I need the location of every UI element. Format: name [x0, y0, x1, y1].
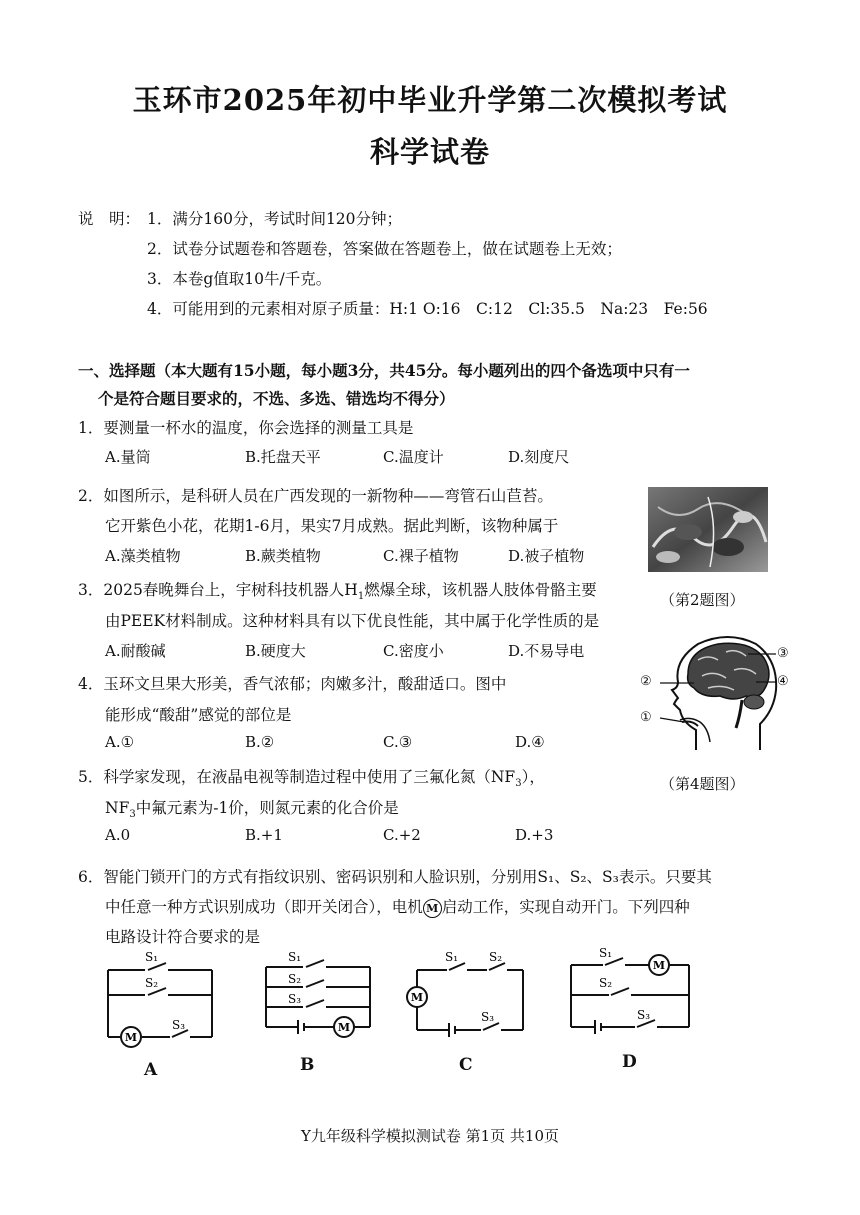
circuit-b-label: B: [300, 1055, 315, 1075]
q3-option-a: A.耐酸碱: [105, 642, 166, 660]
circuit-d-s3-label: S₃: [637, 1008, 651, 1022]
q2-option-c: C.裸子植物: [383, 547, 459, 565]
q1-option-d: D.刻度尺: [508, 448, 570, 466]
circuit-d-s2-label: S₂: [599, 976, 613, 990]
note-4: 4．可能用到的元素相对原子质量：H:1 O:16 C:12 Cl:35.5 Na:23 Fe:56: [147, 300, 708, 318]
q4-label-4: ④: [777, 674, 789, 689]
q4-label-2: ②: [640, 674, 652, 689]
circuit-d-s1-label: S₁: [599, 946, 613, 960]
circuit-a-s1-label: S₁: [145, 950, 159, 964]
circuit-c-label: C: [459, 1055, 473, 1075]
note-3: 3．本卷g值取10牛/千克。: [147, 270, 332, 288]
q1-option-c: C.温度计: [383, 448, 444, 466]
q2-stem-line-2: 它开紫色小花，花期1-6月，果实7月成熟。据此判断，该物种属于: [105, 517, 559, 535]
exam-subtitle: 科学试卷: [369, 135, 490, 169]
q2-option-d: D.被子植物: [508, 547, 585, 565]
q3-option-b: B.硬度大: [245, 642, 306, 660]
q3-option-c: C.密度小: [383, 642, 444, 660]
q5-stem-line-2: $NF_3$中氟元素为-1价，则氮元素的化合价是: [105, 799, 399, 821]
circuit-b-diagram: [258, 945, 378, 1045]
exam-title: 玉环市2025年初中毕业升学第二次模拟考试: [132, 83, 728, 117]
notes-label: 说 明：: [78, 210, 141, 228]
circuit-a-s2-label: S₂: [145, 976, 159, 990]
q4-stem-line-2: 能形成“酸甜”感觉的部位是: [105, 706, 292, 724]
section-heading-line-1: 一、选择题（本大题有15小题，每小题3分，共45分。每小题列出的四个备选项中只有一: [78, 361, 690, 380]
q6-stem-line-1: 6．智能门锁开门的方式有指纹识别、密码识别和人脸识别，分别用S₁、S₂、S₃表示。只要其: [78, 868, 712, 886]
q4-stem-line-1: 4．玉环文旦果大形美，香气浓郁；肉嫩多汁，酸甜适口。图中: [78, 675, 507, 693]
q2-caption: （第2题图）: [660, 591, 745, 609]
q4-option-b: B.②: [245, 733, 275, 751]
circuit-b-motor-label: M: [337, 1021, 351, 1034]
circuit-c-diagram: [405, 945, 530, 1045]
q5-option-c: C.+2: [383, 826, 421, 844]
q3-option-d: D.不易导电: [508, 642, 585, 660]
q1-option-b: B.托盘天平: [245, 448, 321, 466]
q3-stem-line-2: 由PEEK材料制成。这种材料具有以下优良性能，其中属于化学性质的是: [105, 612, 600, 630]
q4-option-d: D.④: [515, 733, 545, 751]
circuit-c-s3-label: S₃: [481, 1010, 495, 1024]
circuit-d-label: D: [622, 1052, 637, 1072]
q6-stem-line-3: 电路设计符合要求的是: [105, 928, 261, 946]
q2-option-a: A.藻类植物: [105, 547, 181, 565]
circuit-c-s2-label: S₂: [489, 950, 503, 964]
q2-plant-photo: [648, 487, 768, 572]
circuit-b-s1-label: S₁: [288, 950, 302, 964]
q4-label-1: ①: [640, 710, 652, 725]
q5-option-d: D.+3: [515, 826, 554, 844]
q4-brain-diagram: [638, 630, 788, 755]
circuit-c-motor-label: M: [410, 991, 424, 1004]
q1-option-a: A.量筒: [105, 448, 151, 466]
q2-stem-line-1: 2．如图所示，是科研人员在广西发现的一新物种——弯管石山苣苔。: [78, 487, 553, 505]
q4-option-a: A.①: [105, 733, 135, 751]
q5-option-a: A.0: [105, 826, 131, 844]
circuit-c-s1-label: S₁: [445, 950, 459, 964]
circuit-d-motor-label: M: [652, 959, 666, 972]
circuit-b-s3-label: S₃: [288, 992, 302, 1006]
circuit-a-diagram: [100, 945, 220, 1055]
q4-option-c: C.③: [383, 733, 413, 751]
page-footer: Y九年级科学模拟测试卷 第1页 共10页: [300, 1127, 560, 1145]
q6-stem-line-2: 中任意一种方式识别成功（即开关闭合），电机 M 启动工作，实现自动开门。下列四种: [105, 898, 690, 916]
q4-label-3: ③: [777, 646, 789, 661]
circuit-d-diagram: [565, 945, 695, 1045]
note-1: 1．满分160分，考试时间120分钟；: [147, 210, 403, 228]
q4-caption: （第4题图）: [660, 775, 745, 793]
q2-option-b: B.蕨类植物: [245, 547, 321, 565]
q5-option-b: B.+1: [245, 826, 283, 844]
q3-stem-line-1: 3．2025春晚舞台上，宇树科技机器人$H_1$燃爆全球，该机器人肢体骨骼主要: [78, 581, 597, 603]
motor-symbol-icon: M: [423, 899, 442, 918]
circuit-a-s3-label: S₃: [172, 1018, 186, 1032]
circuit-b-s2-label: S₂: [288, 972, 302, 986]
q1-stem: 1．要测量一杯水的温度，你会选择的测量工具是: [78, 419, 414, 437]
circuit-a-label: A: [144, 1060, 158, 1080]
section-heading-line-2: 个是符合题目要求的，不选、多选、错选均不得分）: [98, 389, 455, 408]
note-2: 2．试卷分试题卷和答题卷，答案做在答题卷上，做在试题卷上无效；: [147, 240, 622, 258]
circuit-a-motor-label: M: [124, 1031, 138, 1044]
q5-stem-line-1: 5．科学家发现，在液晶电视等制造过程中使用了三氟化氮$(NF_3)$，: [78, 768, 545, 790]
